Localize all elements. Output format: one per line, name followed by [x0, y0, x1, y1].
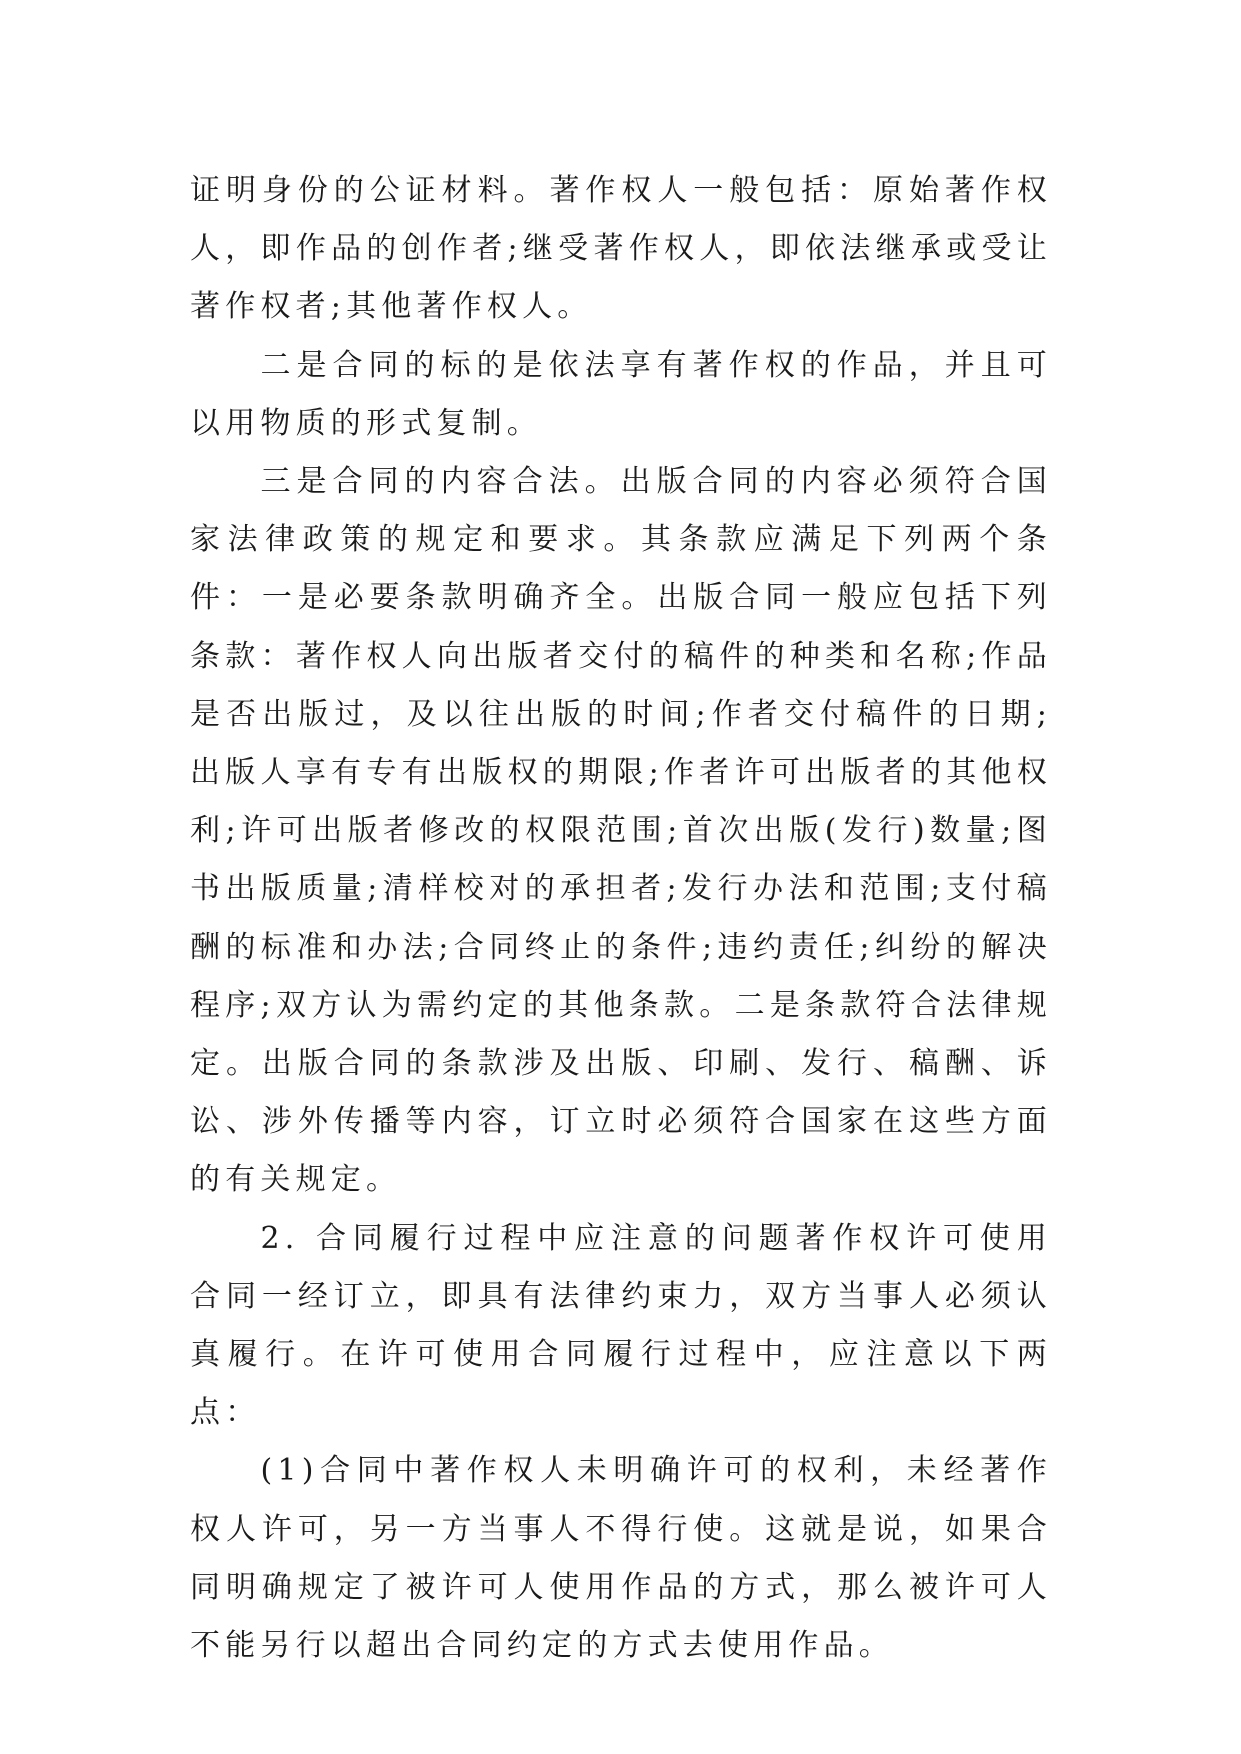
- paragraph-4: 2. 合同履行过程中应注意的问题著作权许可使用合同一经订立，即具有法律约束力，双方当事人必须认真履行。在许可使用合同履行过程中，应注意以下两点：: [190, 1220, 1052, 1431]
- paragraph-5: (1)合同中著作权人未明确许可的权利，未经著作权人许可，另一方当事人不得行使。这就是说，如果合同明确规定了被许可人使用作品的方式，那么被许可人不能另行以超出合同约定的方式去使用作品。: [190, 1453, 1052, 1664]
- paragraph-3: 三是合同的内容合法。出版合同的内容必须符合国家法律政策的规定和要求。其条款应满足下列两个条件：一是必要条款明确齐全。出版合同一般应包括下列条款：著作权人向出版者交付的稿件的种类和名称;作品是否出版过，及以往出版的时间;作者交付稿件的日期;出版人享有专有出版权的期限;作者许可出版者的其他权利;许可出版者修改的权限范围;首次出版(发行)数量;图书出版质量;清样校对的承担者;发行办法和范围;支付稿酬的标准和办法;合同终止的条件;违约责任;纠纷的解决程序;双方认为需约定的其他条款。二是条款符合法律规定。出版合同的条款涉及出版、印刷、发行、稿酬、诉讼、涉外传播等内容，订立时必须符合国家在这些方面的有关规定。: [190, 464, 1052, 1198]
- document-body: [190, 162, 1052, 1675]
- paragraph-1: 证明身份的公证材料。著作权人一般包括：原始著作权人，即作品的创作者;继受著作权人，即依法继承或受让著作权者;其他著作权人。: [190, 173, 1052, 325]
- paragraph-2: 二是合同的标的是依法享有著作权的作品，并且可以用物质的形式复制。: [190, 347, 1052, 441]
